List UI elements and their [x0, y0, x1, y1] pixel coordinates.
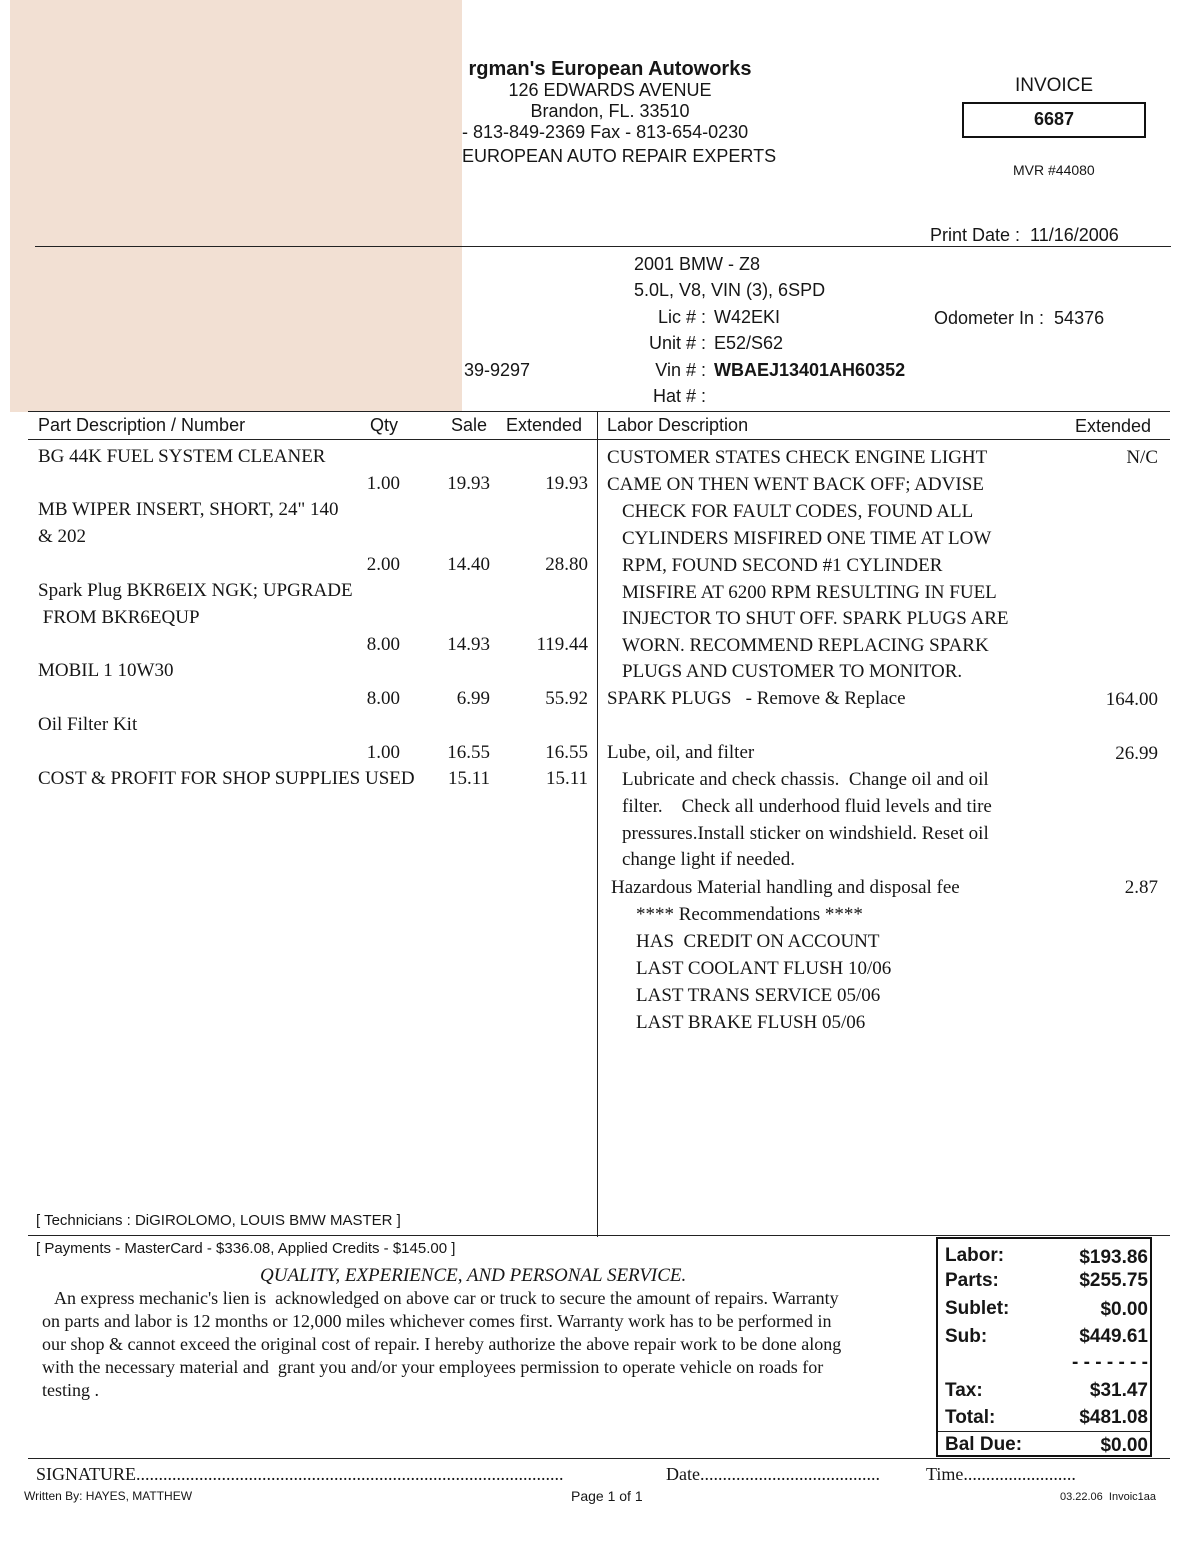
part-6-desc: COST & PROFIT FOR SHOP SUPPLIES USED	[38, 768, 415, 789]
col-extended-parts: Extended	[506, 415, 583, 435]
footer-rule	[28, 1458, 1170, 1459]
labor-concern-line-4: CYLINDERS MISFIRED ONE TIME AT LOW	[622, 528, 992, 549]
recommendation-credit: HAS CREDIT ON ACCOUNT	[636, 931, 880, 952]
body-bottom-rule	[28, 1235, 1170, 1236]
part-3-extended: 119.44	[536, 634, 588, 655]
part-6-extended: 15.11	[545, 768, 588, 789]
invoice-label: INVOICE	[1014, 75, 1094, 96]
labor-lube-oil-filter: Lube, oil, and filter	[607, 742, 755, 763]
customer-phone-fragment: 39-9297	[464, 360, 531, 380]
labor-concern-line-8: WORN. RECOMMEND REPLACING SPARK	[622, 635, 989, 656]
labor-concern-line-6: MISFIRE AT 6200 RPM RESULTING IN FUEL	[622, 582, 997, 603]
lube-detail-line-4: change light if needed.	[622, 849, 796, 870]
labor-concern-line-2: CAME ON THEN WENT BACK OFF; ADVISE	[607, 474, 984, 495]
lic-label: Lic # :	[657, 307, 706, 327]
header-bottom-rule	[28, 439, 1170, 440]
vin-label: Vin # :	[655, 360, 706, 380]
tax-total: $31.47	[1089, 1380, 1148, 1401]
part-4-desc: MOBIL 1 10W30	[38, 660, 174, 681]
warranty-line-2: on parts and labor is 12 months or 12,000 miles whichever comes first. Warranty work has to be performed in	[42, 1311, 832, 1331]
labor-spark-plugs-extended: 164.00	[1105, 689, 1158, 710]
col-extended-labor: Extended	[1075, 416, 1152, 436]
part-1-extended: 19.93	[545, 473, 588, 494]
part-5-sale: 16.55	[447, 742, 490, 763]
sublet-total: $0.00	[1100, 1299, 1148, 1320]
vehicle-model: 2001 BMW - Z8	[634, 254, 761, 274]
labor-concern-line-1: CUSTOMER STATES CHECK ENGINE LIGHT	[607, 447, 988, 468]
unit-label: Unit # :	[648, 333, 706, 353]
recommendations-heading: **** Recommendations ****	[636, 904, 863, 925]
part-5-desc: Oil Filter Kit	[38, 714, 138, 735]
balance-rule	[938, 1431, 1150, 1432]
tax-label: Tax:	[945, 1380, 983, 1401]
labor-total-label: Labor:	[945, 1245, 1005, 1266]
technicians: [ Technicians : DiGIROLOMO, LOUIS BMW MASTER ]	[36, 1212, 401, 1229]
labor-spark-plugs: SPARK PLUGS - Remove & Replace	[607, 688, 906, 709]
lube-detail-line-1: Lubricate and check chassis. Change oil and oil	[622, 769, 989, 790]
labor-lube-extended: 26.99	[1115, 743, 1158, 764]
vehicle-engine: 5.0L, V8, VIN (3), 6SPD	[634, 280, 826, 300]
part-4-extended: 55.92	[545, 688, 588, 709]
shop-phone-fax: - 813-849-2369 Fax - 813-654-0230	[462, 122, 749, 142]
parts-total: $255.75	[1079, 1270, 1148, 1291]
labor-concern-line-5: RPM, FOUND SECOND #1 CYLINDER	[622, 555, 943, 576]
labor-hazmat-extended: 2.87	[1124, 877, 1158, 898]
odometer-in: Odometer In : 54376	[934, 308, 1105, 328]
signature-line: SIGNATURE...............................................................................................	[36, 1464, 564, 1484]
warranty-line-3: our shop & cannot exceed the original cost of repair. I hereby authorize the above repair work to be done along	[42, 1334, 842, 1354]
written-by: Written By: HAYES, MATTHEW	[24, 1489, 193, 1503]
part-3-sale: 14.93	[447, 634, 490, 655]
date-line: Date........................................	[666, 1464, 880, 1484]
vin-value: WBAEJ13401AH60352	[714, 360, 906, 380]
labor-concern-line-7: INJECTOR TO SHUT OFF. SPARK PLUGS ARE	[622, 608, 1009, 629]
part-2-qty: 2.00	[366, 554, 400, 575]
page-number: Page 1 of 1	[571, 1488, 643, 1504]
labor-hazmat-fee: Hazardous Material handling and disposal fee	[611, 877, 960, 898]
slogan: QUALITY, EXPERIENCE, AND PERSONAL SERVICE.	[260, 1265, 687, 1286]
table-top-rule	[28, 411, 1170, 412]
warranty-line-1: An express mechanic's lien is acknowledged on above car or truck to secure the amount of repairs. Warranty	[54, 1288, 839, 1308]
unit-value: E52/S62	[714, 333, 784, 353]
part-5-qty: 1.00	[366, 742, 400, 763]
labor-concern-line-9: PLUGS AND CUSTOMER TO MONITOR.	[622, 661, 963, 682]
col-qty: Qty	[370, 415, 399, 435]
labor-total: $193.86	[1079, 1247, 1148, 1268]
col-labor-description: Labor Description	[607, 415, 749, 435]
lube-detail-line-3: pressures.Install sticker on windshield. Reset oil	[622, 823, 989, 844]
shop-tagline: EUROPEAN AUTO REPAIR EXPERTS	[462, 146, 777, 166]
labor-concern-line-3: CHECK FOR FAULT CODES, FOUND ALL	[622, 501, 974, 522]
parts-total-label: Parts:	[945, 1270, 999, 1291]
warranty-line-5: testing .	[42, 1380, 99, 1400]
recommendation-brake: LAST BRAKE FLUSH 05/06	[636, 1012, 866, 1033]
part-2-desc: MB WIPER INSERT, SHORT, 24" 140	[38, 499, 339, 520]
invoice-number: 6687	[1033, 109, 1075, 129]
lube-detail-line-2: filter. Check all underhood fluid levels and tire	[622, 796, 992, 817]
part-4-sale: 6.99	[456, 688, 490, 709]
recommendation-trans: LAST TRANS SERVICE 05/06	[636, 985, 881, 1006]
part-4-qty: 8.00	[366, 688, 400, 709]
part-5-extended: 16.55	[545, 742, 588, 763]
header-rule	[35, 246, 1171, 247]
sublet-total-label: Sublet:	[945, 1298, 1010, 1319]
part-2-extended: 28.80	[545, 554, 588, 575]
shop-address: 126 EDWARDS AVENUE	[508, 80, 712, 100]
form-code: 03.22.06 Invoic1aa	[1059, 1491, 1156, 1503]
part-1-sale: 19.93	[447, 473, 490, 494]
part-3-desc: Spark Plug BKR6EIX NGK; UPGRADE	[38, 580, 353, 601]
grand-total-label: Total:	[945, 1407, 996, 1428]
part-1-qty: 1.00	[366, 473, 400, 494]
totals-divider: - - - - - - -	[1072, 1352, 1148, 1373]
part-3-qty: 8.00	[366, 634, 400, 655]
balance-due-label: Bal Due:	[945, 1434, 1023, 1455]
part-6-sale: 15.11	[447, 768, 490, 789]
hat-label: Hat # :	[652, 386, 706, 406]
sub-total-label: Sub:	[945, 1326, 988, 1347]
shop-name: rgman's European Autoworks	[468, 58, 752, 80]
labor-concern-extended: N/C	[1126, 447, 1158, 468]
shop-city: Brandon, FL. 33510	[530, 101, 690, 121]
payments: [ Payments - MasterCard - $336.08, Applied Credits - $145.00 ]	[36, 1240, 456, 1257]
part-2-desc-cont: & 202	[38, 526, 87, 547]
grand-total: $481.08	[1079, 1407, 1148, 1428]
recommendation-coolant: LAST COOLANT FLUSH 10/06	[636, 958, 892, 979]
sub-total: $449.61	[1079, 1326, 1148, 1347]
col-sale: Sale	[451, 415, 488, 435]
column-divider	[597, 412, 598, 1237]
time-line: Time.........................	[926, 1464, 1076, 1484]
part-1-desc: BG 44K FUEL SYSTEM CLEANER	[38, 446, 326, 467]
mvr-number: MVR #44080	[1013, 162, 1095, 178]
lic-value: W42EKI	[714, 307, 781, 327]
part-2-sale: 14.40	[447, 554, 490, 575]
balance-due: $0.00	[1100, 1435, 1148, 1456]
print-date: Print Date : 11/16/2006	[930, 225, 1119, 245]
sticky-note-overlay	[10, 0, 462, 412]
col-part-description: Part Description / Number	[38, 415, 246, 435]
warranty-line-4: with the necessary material and grant you and/or your employees permission to operate vehicle on roads for	[42, 1357, 824, 1377]
part-3-desc-cont: FROM BKR6EQUP	[38, 607, 200, 628]
